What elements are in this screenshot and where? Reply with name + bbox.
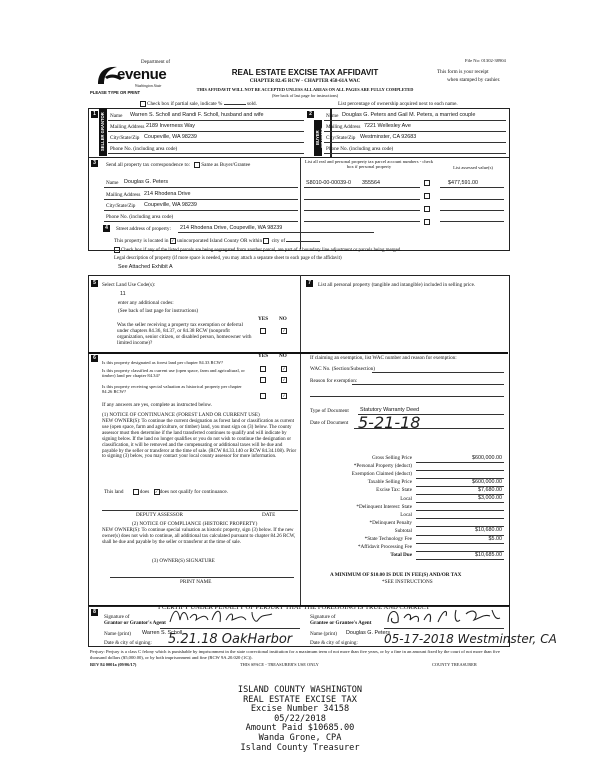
q2-no-checkbox[interactable]: ✓ (282, 366, 286, 372)
partial-sale-row (140, 101, 257, 107)
exemption-claim-label: If claiming an exemption, list WAC number and reason for exemption: (310, 355, 457, 361)
assessed-value-header: List assessed value(s) (453, 165, 493, 170)
tax-row-underline (416, 462, 504, 463)
owner-signature-label: (3) OWNER(S) SIGNATURE (152, 558, 215, 564)
section-4-badge: 4 (103, 225, 110, 232)
personal-prop-checkbox-2[interactable] (424, 193, 430, 199)
deputy-assessor-label: DEPUTY ASSESSOR (136, 512, 183, 518)
tax-row-underline (416, 518, 504, 519)
tax-row-label: Gross Selling Price (371, 455, 412, 461)
wac-no-label: WAC No. (Section/Subsection) (310, 366, 375, 372)
city-of-field[interactable] (286, 241, 320, 242)
question-4: Is this property receiving special valuation as historical property per chapter 84.26 RCW? (102, 384, 242, 395)
partial-sale-label: Check box if partial sale, indicate % (147, 101, 223, 108)
tax-row-label: *Delinquent Interest: State (356, 503, 412, 510)
q3-yes-checkbox[interactable] (260, 377, 266, 383)
certify-statement: I CERTIFY UNDER PENALTY OF PERJURY THAT THE FOREGOING IS TRUE AND CORRECT (158, 604, 430, 611)
located-in-row: This property is located in ✓ unincorporated Island County OR within city of (114, 238, 320, 244)
tax-row-label: *State Technology Fee (364, 536, 412, 542)
q3-no-checkbox[interactable]: ✓ (282, 377, 286, 383)
tax-row-label: *Personal Property (deduct) (353, 463, 412, 470)
tax-row-underline (416, 502, 504, 503)
not-accepted-notice: THIS AFFIDAVIT WILL NOT BE ACCEPTED UNLESS ALL AREAS ON ALL PAGES ARE FULLY COMPLETED (196, 87, 414, 92)
grantee-date-label: Date & city of signing: (310, 640, 358, 646)
tax-row-label: Local (400, 511, 412, 518)
same-as-buyer-label: Same as Buyer/Grantee (201, 162, 251, 169)
q1-yes-checkbox[interactable] (260, 328, 266, 334)
stamp-line-2: REAL ESTATE EXCISE TAX (243, 694, 357, 705)
legal-desc-value[interactable]: See Attached Exhibit A (118, 264, 173, 270)
section-2-badge: 2 (307, 111, 314, 118)
seller-city-label: City/State/Zip (110, 135, 140, 141)
unincorporated-checkbox[interactable]: ✓ (171, 238, 175, 243)
perjury-notice: Perjury: Perjury is a class C felony which is punishable by imprisonment in the state correctional institution for a maximum term of not more than five years, or by a fine in an amount fixed by the court of not more than five thousand dollars ($5,000.00), or by both imprisonment and fine (RCW 9A.20.020 (1C)). (90, 649, 500, 660)
corr-name-value[interactable]: Douglas G. Peters (124, 179, 169, 185)
see-back-notice: (See back of last page for instructions) (271, 93, 339, 98)
seller-city-value[interactable]: Coupeville, WA 98239 (144, 134, 197, 140)
city-of-checkbox[interactable] (263, 238, 269, 244)
county-treasurer-label: COUNTY TREASURER (432, 662, 477, 667)
doc-type-value[interactable]: Statutory Warranty Deed (360, 407, 420, 413)
parcel-1[interactable]: S8010-00-00039-0 (306, 180, 351, 186)
stamp-line-4: 05/22/2018 (274, 713, 326, 724)
historic-text: NEW OWNER(S): To continue special valuation as historic property, sign (3) below. If the new owner(s) does not wish to continue, all additional tax calculated pursuant to chapter 84.26 RCW, shall be due and payable by the seller or transferor at the time of sale. (102, 528, 296, 545)
tax-row-label: Taxable Selling Price (367, 479, 412, 486)
grantee-signature-icon[interactable] (384, 604, 504, 628)
q1-no-checkbox[interactable]: ✓ (282, 328, 286, 334)
street-value[interactable]: 214 Rhodena Drive, Coupeville, WA 98239 (180, 225, 283, 231)
personal-property-label: List all personal property (tangible and intangible) included in selling price. (318, 282, 476, 288)
continuance-text: NEW OWNER(S): To continue the current designation as forest land or classification as current use (open space, farm and agriculture, or timber) land, you must sign on (3) below. The county assessor must then determine if the land transferred continues to qualify and will indicate by signing below. If the land no longer qualifies or you do not wish to continue the designation or classification, it will be removed and the compensating or additional taxes will be due and payable by the seller or transferor at the time of sale. (RCW 84.33.140 or RCW 84.34.108). Prior to signing (3) below, you may contact your local county assessor for more information. (102, 419, 297, 460)
treasurer-stamp (0, 686, 600, 753)
assessed-value-1[interactable]: $477,591.00 (448, 180, 478, 186)
grantee-sig-label-1: Signature of (310, 614, 336, 620)
logo-word: evenue (117, 66, 167, 83)
buyer-phone-label: Phone No. (including area code) (326, 146, 394, 152)
grantor-name-label: Name (print) (104, 631, 131, 637)
tax-row-underline (416, 543, 504, 544)
stamp-line-1: ISLAND COUNTY WASHINGTON (237, 685, 363, 695)
tax-row-label: Subtotal (394, 527, 412, 534)
grantee-date-value[interactable]: 05-17-2018 Westminster, CA (384, 632, 557, 646)
does-checkbox[interactable] (133, 489, 139, 495)
doc-date-value[interactable]: 5-21-18 (358, 413, 421, 432)
buyer-address-label: Mailing Address (326, 124, 361, 130)
q4-yes-checkbox[interactable] (260, 393, 266, 399)
grantee-name-label: Name (print) (310, 631, 337, 637)
form-title: REAL ESTATE EXCISE TAX AFFIDAVIT (231, 68, 379, 77)
stamp-line-5: Amount Paid $10685.00 (245, 723, 355, 734)
grantee-name-value[interactable]: Douglas G. Peters (346, 630, 391, 636)
stamp-line-6: Wanda Grone, CPA (258, 732, 342, 743)
logo-department-text: Department of (141, 60, 171, 65)
parcel-1b[interactable]: 355564 (362, 180, 380, 186)
stamp-line-3: Excise Number 34158 (250, 704, 350, 715)
street-label: Street address of property: (116, 226, 171, 232)
tax-row-label: Excise Tax: State (376, 487, 412, 494)
seller-address-value[interactable]: 2189 Inverness Way (146, 123, 195, 129)
receipt-note-1: This form is your receipt (437, 69, 489, 75)
does-not-checkbox[interactable]: ✓ (154, 489, 159, 494)
parcel-checkboxes (424, 180, 431, 225)
yes-header-1: YES (258, 316, 269, 322)
tax-row-underline (416, 559, 504, 560)
land-use-code[interactable]: 11 (120, 291, 126, 297)
corr-phone-label: Phone No. (including area code) (106, 214, 174, 220)
correspondence-label: Send all property tax correspondence to: (106, 162, 190, 169)
qualify-row: This land does ✓does not qualify for continuance. (104, 489, 228, 496)
seller-name-row: Name (110, 113, 123, 119)
tax-row-label: Exemption Claimed (deduct) (351, 471, 412, 478)
buyer-city-label: City/State/Zip (326, 135, 356, 141)
seller-phone-label: Phone No. (including area code) (110, 146, 178, 152)
tax-row-value[interactable]: $5.00 (488, 535, 502, 542)
grantor-date-label: Date & city of signing: (104, 640, 152, 646)
minimum-notice: A MINIMUM OF $10.00 IS DUE IN FEE(S) AND/OR TAX (330, 572, 462, 578)
corr-name-label: Name (106, 180, 119, 186)
partial-sale-pct-field[interactable] (224, 104, 246, 105)
tax-row-underline (416, 510, 504, 511)
land-use-see-back: (See back of last page for instructions) (118, 308, 199, 314)
section-6-badge: 6 (91, 355, 98, 362)
question-3: Is this property classified as current use (open space, farm and agricultural, or timber) land per chapter 84.34? (102, 368, 245, 379)
tax-row-value[interactable]: $600,000.00 (472, 454, 502, 461)
tax-row-value[interactable]: $7,680.00 (478, 486, 502, 493)
section-1-badge: 1 (91, 111, 98, 118)
tax-row-label: *Affidavit Processing Fee (357, 544, 412, 551)
form-chapters: CHAPTER 82.45 RCW - CHAPTER 458-61A WAC (249, 79, 361, 84)
additional-codes-label: enter any additional codes: (118, 300, 174, 306)
grantee-sig-label-2: Grantee or Grantee's Agent (310, 620, 372, 626)
deputy-date-label: DATE (262, 512, 276, 518)
grantor-date-value[interactable]: 5.21.18 OakHarbor (168, 632, 293, 647)
section-3-badge: 3 (91, 160, 98, 167)
seller-side-label: SELLER GRANTOR (100, 112, 105, 152)
corr-address-label: Mailing Address (106, 192, 141, 198)
section-5-badge: 5 (91, 280, 98, 287)
tax-row-value[interactable]: $10,685.00 (475, 551, 502, 558)
seller-address-label: Mailing Address (110, 124, 145, 130)
sold-label: sold. (246, 101, 257, 108)
file-number: File No: 01302-38904 (465, 58, 506, 63)
tax-row-label: Local (400, 495, 412, 502)
yes-header-2: YES (258, 353, 269, 359)
logo-state: Washington State (135, 84, 162, 88)
buyer-name-value[interactable]: Douglas G. Peters and Gail M. Peters, a married couple (342, 112, 476, 118)
doc-date-label: Date of Document (310, 420, 349, 426)
no-header-1: NO (279, 316, 287, 322)
question-2: Is this property designated as forest land per chapter 84.33 RCW? (102, 360, 224, 365)
no-header-2: NO (279, 353, 287, 359)
see-instructions: *SEE INSTRUCTIONS (382, 579, 433, 585)
grantor-sig-label-1: Signature of (104, 614, 130, 620)
doc-type-label: Type of Document (310, 408, 349, 414)
same-as-buyer-checkbox[interactable] (194, 162, 200, 168)
correspondence-row (106, 162, 250, 168)
corr-city-label: City/State/Zip (106, 203, 136, 209)
partial-sale-checkbox[interactable] (140, 101, 146, 107)
rev-number: REV 84 0001a (09/06/17) (90, 662, 137, 667)
buyer-name-label: Name (326, 113, 339, 119)
buyer-city-value[interactable]: Westminster, CA 92683 (360, 134, 417, 140)
reason-label: Reason for exemption: (310, 378, 358, 384)
question-1: Was the seller receiving a property tax exemption or deferral under chapters 84.36, 84.37, or 84.38 RCW (nonprofit organization, senior citizen, or disabled person, homeowner with limited income)? (117, 322, 252, 346)
if-yes-note: If any answers are yes, complete as instructed below. (102, 402, 213, 408)
section-8-badge: 8 (91, 609, 98, 616)
personal-prop-checkbox-4[interactable] (424, 219, 430, 225)
grantor-sig-label-2: Grantor or Grantor's Agent (104, 620, 166, 626)
tax-row-value[interactable]: $3,000.00 (478, 495, 502, 501)
treasurer-use-label: THIS SPACE - TREASURER'S USE ONLY (240, 662, 319, 667)
tax-row-value[interactable]: $10,680.00 (475, 527, 502, 534)
tax-row-label: *Delinquent Penalty (369, 519, 412, 526)
tax-row-underline (416, 470, 504, 471)
parcel-header: List all real and personal property tax parcel account numbers - check box if personal property (304, 159, 434, 170)
segregating-row: Check box if any of the listed parcels are being segregated from another parcel, are part of a boundary line adjustment or parcels being merged. (114, 247, 401, 254)
receipt-note-2: when stamped by cashier. (447, 77, 501, 83)
buyer-side-label: BUYER GRANTEE (315, 127, 325, 149)
seller-name-value[interactable]: Warren S. Scholl and Randi F. Scholl, husband and wife (130, 112, 264, 118)
corr-city-value[interactable]: Coupeville, WA 98239 (144, 202, 197, 208)
q4-no-checkbox[interactable]: ✓ (282, 393, 286, 399)
grantor-signature-icon[interactable] (168, 606, 278, 628)
tax-row-value[interactable]: $600,000.00 (472, 478, 502, 485)
personal-prop-checkbox-1[interactable] (424, 180, 430, 186)
section-7-badge: 7 (306, 280, 313, 287)
grantor-name-value[interactable]: Warren S. Scholl (142, 630, 183, 636)
ownership-pct-note: List percentage of ownership acquired next to each name. (338, 101, 458, 107)
historic-title: (2) NOTICE OF COMPLIANCE (HISTORIC PROPERTY) (132, 521, 258, 527)
tax-row-label: Total Due (390, 552, 412, 559)
continuance-title: (1) NOTICE OF CONTINUANCE (FOREST LAND OR CURRENT USE) (102, 412, 260, 418)
legal-desc-label: Legal description of property (if more space is needed, you may attach a separate sheet to each page of the affidavit) (114, 256, 342, 261)
personal-prop-checkbox-3[interactable] (424, 206, 430, 212)
stamp-line-7: Island County Treasurer (240, 742, 360, 753)
land-use-label: Select Land Use Code(s): (102, 282, 156, 288)
buyer-address-value[interactable]: 7221 Wellesley Ave (364, 123, 411, 129)
corr-address-value[interactable]: 214 Rhodena Drive (144, 191, 191, 197)
please-type: PLEASE TYPE OR PRINT (90, 90, 141, 95)
segregating-checkbox[interactable] (114, 247, 120, 253)
print-name-label: PRINT NAME (180, 579, 212, 585)
